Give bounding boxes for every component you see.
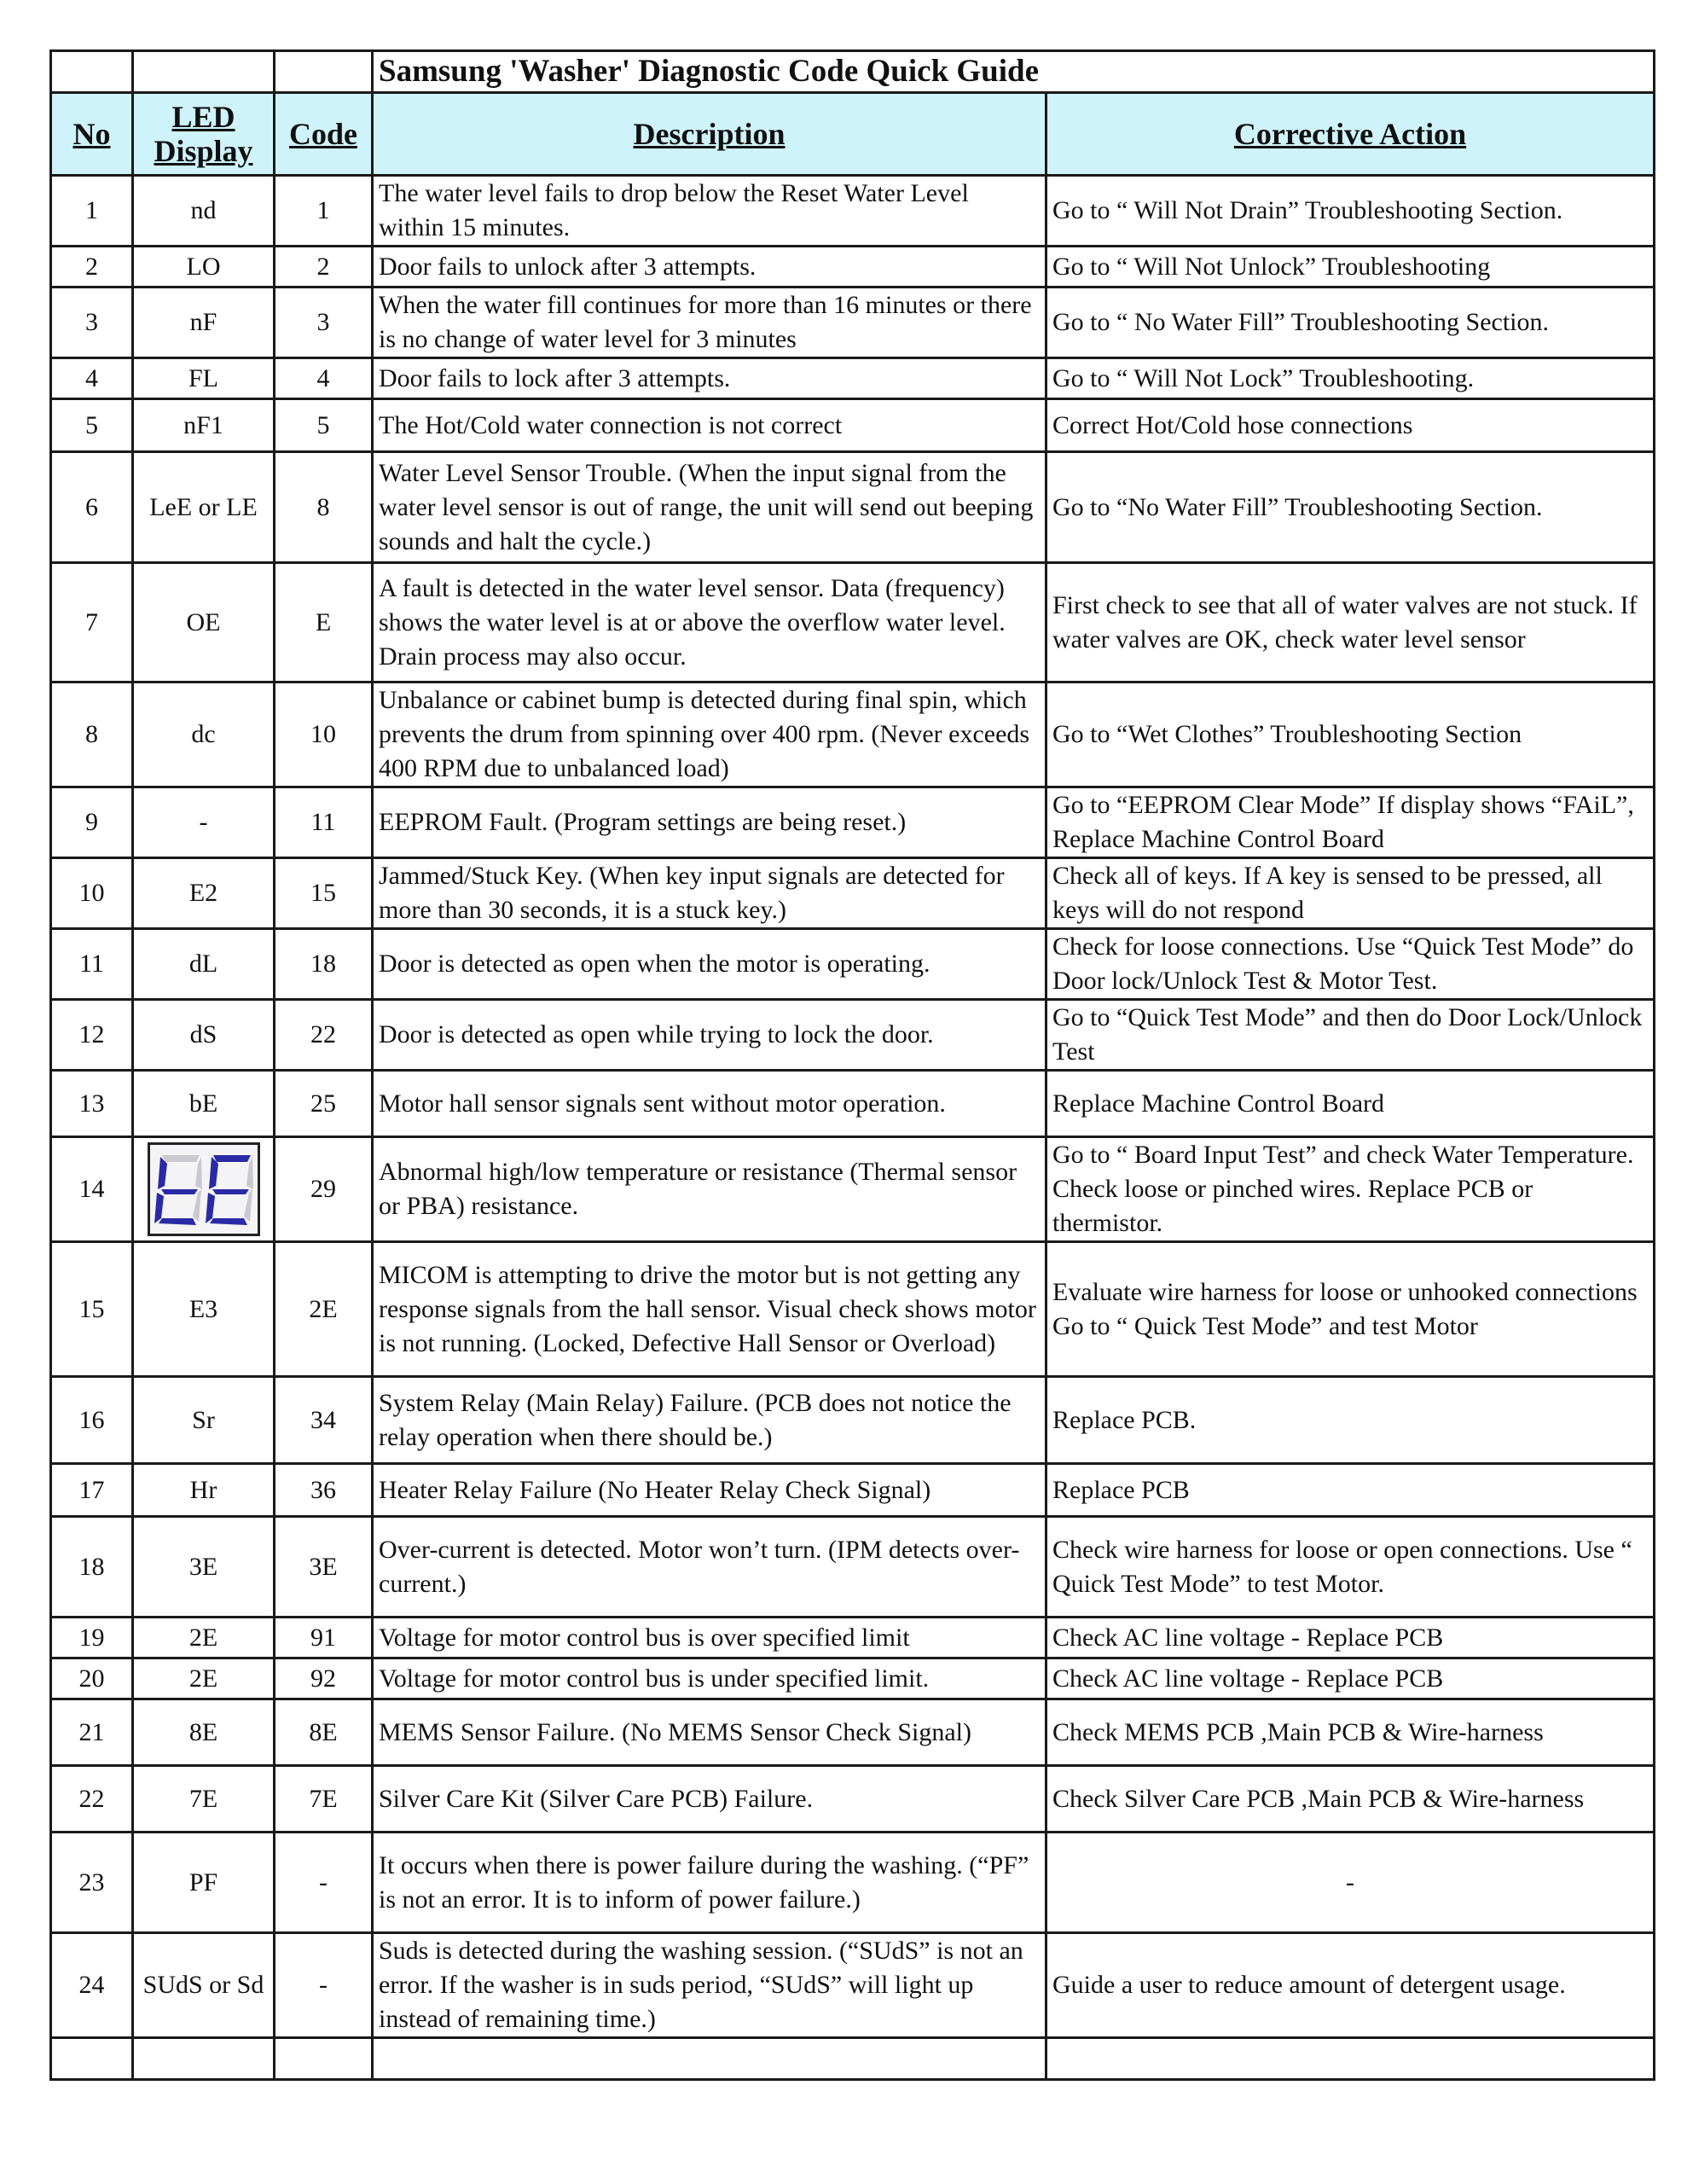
corrective-action: Guide a user to reduce amount of detergent usage. (1046, 1933, 1655, 2038)
header-row (51, 93, 1655, 176)
table-row (51, 929, 1655, 1000)
blank-cell (275, 2038, 373, 2080)
description: Jammed/Stuck Key. (When key input signals are detected for more than 30 seconds, it is a stuck key.) (373, 858, 1046, 929)
description: System Relay (Main Relay) Failure. (PCB does not notice the relay operation when there should be.) (373, 1377, 1046, 1464)
blank-cell (1046, 2038, 1655, 2080)
table-row (51, 1933, 1655, 2038)
description: The Hot/Cold water connection is not correct (373, 399, 1046, 452)
corrective-action: Check for loose connections. Use “Quick Test Mode” do Door lock/Unlock Test & Motor Test. (1046, 929, 1655, 1000)
title-spacer (51, 51, 133, 93)
blank-row (51, 2038, 1655, 2080)
corrective-action: Replace PCB (1046, 1464, 1655, 1517)
error-code: 2E (275, 1242, 373, 1377)
header-corrective-action: Corrective Action (1046, 93, 1655, 176)
row-number: 14 (51, 1137, 133, 1242)
led-display-value: 8E (133, 1699, 275, 1766)
table-row (51, 1242, 1655, 1377)
row-number: 15 (51, 1242, 133, 1377)
description: Door fails to lock after 3 attempts. (373, 358, 1046, 399)
description: Heater Relay Failure (No Heater Relay Check Signal) (373, 1464, 1046, 1517)
corrective-action: Go to “ Will Not Drain” Troubleshooting Section. (1046, 176, 1655, 247)
table-row (51, 1766, 1655, 1833)
header-description: Description (373, 93, 1046, 176)
table-row (51, 247, 1655, 288)
table-row (51, 1000, 1655, 1071)
table-row (51, 1377, 1655, 1464)
table-row (51, 288, 1655, 358)
title-row (51, 51, 1655, 93)
led-display-value: E3 (133, 1242, 275, 1377)
led-display-value: LO (133, 247, 275, 288)
row-number: 6 (51, 452, 133, 563)
led-display-value: OE (133, 563, 275, 682)
description: Door is detected as open when the motor is operating. (373, 929, 1046, 1000)
error-code: 8 (275, 452, 373, 563)
corrective-action: Go to “ Will Not Lock” Troubleshooting. (1046, 358, 1655, 399)
error-code: 3E (275, 1517, 373, 1618)
corrective-action: Check all of keys. If A key is sensed to be pressed, all keys will do not respond (1046, 858, 1655, 929)
led-display-value: SUdS or Sd (133, 1933, 275, 2038)
corrective-action: Check wire harness for loose or open connections. Use “ Quick Test Mode” to test Motor. (1046, 1517, 1655, 1618)
led-segment-display-icon (148, 1142, 260, 1236)
led-display-cell (133, 1137, 275, 1242)
row-number: 16 (51, 1377, 133, 1464)
diagnostic-code-table (49, 49, 1655, 2081)
led-display-value: nF1 (133, 399, 275, 452)
table-row (51, 399, 1655, 452)
error-code: 91 (275, 1618, 373, 1658)
error-code: 5 (275, 399, 373, 452)
led-display-value: Sr (133, 1377, 275, 1464)
error-code: 2 (275, 247, 373, 288)
description: MICOM is attempting to drive the motor but is not getting any response signals from the hall sensor. Visual check shows motor is not running. (Locked, Defective Hall Sensor or Overload) (373, 1242, 1046, 1377)
description: EEPROM Fault. (Program settings are being reset.) (373, 787, 1046, 858)
led-display-value: nd (133, 176, 275, 247)
row-number: 23 (51, 1833, 133, 1933)
description: Door fails to unlock after 3 attempts. (373, 247, 1046, 288)
description: Voltage for motor control bus is over specified limit (373, 1618, 1046, 1658)
table-row (51, 1699, 1655, 1766)
row-number: 5 (51, 399, 133, 452)
row-number: 12 (51, 1000, 133, 1071)
description: Door is detected as open while trying to lock the door. (373, 1000, 1046, 1071)
corrective-action: - (1046, 1833, 1655, 1933)
row-number: 11 (51, 929, 133, 1000)
led-display-value: FL (133, 358, 275, 399)
row-number: 22 (51, 1766, 133, 1833)
table-row (51, 682, 1655, 787)
error-code: 34 (275, 1377, 373, 1464)
row-number: 20 (51, 1658, 133, 1699)
table-row (51, 1618, 1655, 1658)
led-display-value: dL (133, 929, 275, 1000)
header-code: Code (275, 93, 373, 176)
error-code: 18 (275, 929, 373, 1000)
header-led-display: LED Display (133, 93, 275, 176)
error-code: 8E (275, 1699, 373, 1766)
corrective-action: Go to “Quick Test Mode” and then do Door Lock/Unlock Test (1046, 1000, 1655, 1071)
description: It occurs when there is power failure during the washing. (“PF” is not an error. It is to inform of power failure.) (373, 1833, 1046, 1933)
corrective-action: Replace PCB. (1046, 1377, 1655, 1464)
description: MEMS Sensor Failure. (No MEMS Sensor Check Signal) (373, 1699, 1046, 1766)
table-row (51, 1833, 1655, 1933)
error-code: 11 (275, 787, 373, 858)
row-number: 2 (51, 247, 133, 288)
row-number: 21 (51, 1699, 133, 1766)
error-code: 29 (275, 1137, 373, 1242)
led-display-value: E2 (133, 858, 275, 929)
corrective-action: Correct Hot/Cold hose connections (1046, 399, 1655, 452)
table-row (51, 787, 1655, 858)
row-number: 8 (51, 682, 133, 787)
corrective-action: Go to “ Board Input Test” and check Water Temperature. Check loose or pinched wires. Replace PCB or thermistor. (1046, 1137, 1655, 1242)
led-display-value: 2E (133, 1618, 275, 1658)
blank-cell (133, 2038, 275, 2080)
description: Water Level Sensor Trouble. (When the input signal from the water level sensor is out of range, the unit will send out beeping sounds and halt the cycle.) (373, 452, 1046, 563)
table-row (51, 563, 1655, 682)
row-number: 9 (51, 787, 133, 858)
table-row (51, 1464, 1655, 1517)
corrective-action: Go to “No Water Fill” Troubleshooting Section. (1046, 452, 1655, 563)
corrective-action: Check Silver Care PCB ,Main PCB & Wire-harness (1046, 1766, 1655, 1833)
row-number: 3 (51, 288, 133, 358)
error-code: 25 (275, 1071, 373, 1137)
error-code: 15 (275, 858, 373, 929)
description: A fault is detected in the water level sensor. Data (frequency) shows the water level is at or above the overflow water level. Drain process may also occur. (373, 563, 1046, 682)
header-no: No (51, 93, 133, 176)
corrective-action: Go to “EEPROM Clear Mode” If display shows “FAiL”, Replace Machine Control Board (1046, 787, 1655, 858)
corrective-action: Evaluate wire harness for loose or unhooked connections Go to “ Quick Test Mode” and test Motor (1046, 1242, 1655, 1377)
led-display-value: nF (133, 288, 275, 358)
table-row (51, 858, 1655, 929)
corrective-action: Check AC line voltage - Replace PCB (1046, 1618, 1655, 1658)
row-number: 24 (51, 1933, 133, 2038)
description: Silver Care Kit (Silver Care PCB) Failure. (373, 1766, 1046, 1833)
error-code: 1 (275, 176, 373, 247)
led-display-value: PF (133, 1833, 275, 1933)
led-display-value: Hr (133, 1464, 275, 1517)
title-spacer (275, 51, 373, 93)
description: Suds is detected during the washing session. (“SUdS” is not an error. If the washer is in suds period, “SUdS” will light up instead of remaining time.) (373, 1933, 1046, 2038)
error-code: 4 (275, 358, 373, 399)
corrective-action: Go to “Wet Clothes” Troubleshooting Section (1046, 682, 1655, 787)
error-code: 36 (275, 1464, 373, 1517)
row-number: 18 (51, 1517, 133, 1618)
corrective-action: Check MEMS PCB ,Main PCB & Wire-harness (1046, 1699, 1655, 1766)
error-code: E (275, 563, 373, 682)
led-display-value: bE (133, 1071, 275, 1137)
table-row (51, 1517, 1655, 1618)
error-code: 10 (275, 682, 373, 787)
description: The water level fails to drop below the Reset Water Level within 15 minutes. (373, 176, 1046, 247)
error-code: - (275, 1933, 373, 2038)
description: Abnormal high/low temperature or resistance (Thermal sensor or PBA) resistance. (373, 1137, 1046, 1242)
led-display-value: LeE or LE (133, 452, 275, 563)
description: Unbalance or cabinet bump is detected during final spin, which prevents the drum from spinning over 400 rpm. (Never exceeds 400 RPM due to unbalanced load) (373, 682, 1046, 787)
row-number: 1 (51, 176, 133, 247)
corrective-action: Go to “ Will Not Unlock” Troubleshooting (1046, 247, 1655, 288)
corrective-action: Go to “ No Water Fill” Troubleshooting Section. (1046, 288, 1655, 358)
table-row (51, 452, 1655, 563)
description: When the water fill continues for more than 16 minutes or there is no change of water level for 3 minutes (373, 288, 1046, 358)
row-number: 4 (51, 358, 133, 399)
description: Voltage for motor control bus is under specified limit. (373, 1658, 1046, 1699)
error-code: 92 (275, 1658, 373, 1699)
blank-cell (373, 2038, 1046, 2080)
table-row (51, 1071, 1655, 1137)
corrective-action: Check AC line voltage - Replace PCB (1046, 1658, 1655, 1699)
table-row (51, 358, 1655, 399)
led-display-value: dS (133, 1000, 275, 1071)
error-code: 3 (275, 288, 373, 358)
led-display-value: 3E (133, 1517, 275, 1618)
corrective-action: Replace Machine Control Board (1046, 1071, 1655, 1137)
description: Motor hall sensor signals sent without motor operation. (373, 1071, 1046, 1137)
corrective-action: First check to see that all of water valves are not stuck. If water valves are OK, check water level sensor (1046, 563, 1655, 682)
led-display-value: - (133, 787, 275, 858)
led-display-value: 7E (133, 1766, 275, 1833)
row-number: 17 (51, 1464, 133, 1517)
led-display-value: 2E (133, 1658, 275, 1699)
row-number: 7 (51, 563, 133, 682)
blank-cell (51, 2038, 133, 2080)
table-row (51, 176, 1655, 247)
led-display-value: dc (133, 682, 275, 787)
table-row (51, 1658, 1655, 1699)
table-row (51, 1137, 1655, 1242)
description: Over-current is detected. Motor won’t turn. (IPM detects over-current.) (373, 1517, 1046, 1618)
error-code: 7E (275, 1766, 373, 1833)
row-number: 19 (51, 1618, 133, 1658)
row-number: 13 (51, 1071, 133, 1137)
row-number: 10 (51, 858, 133, 929)
page-title: Samsung 'Washer' Diagnostic Code Quick Guide (373, 51, 1655, 93)
title-spacer (133, 51, 275, 93)
error-code: - (275, 1833, 373, 1933)
error-code: 22 (275, 1000, 373, 1071)
